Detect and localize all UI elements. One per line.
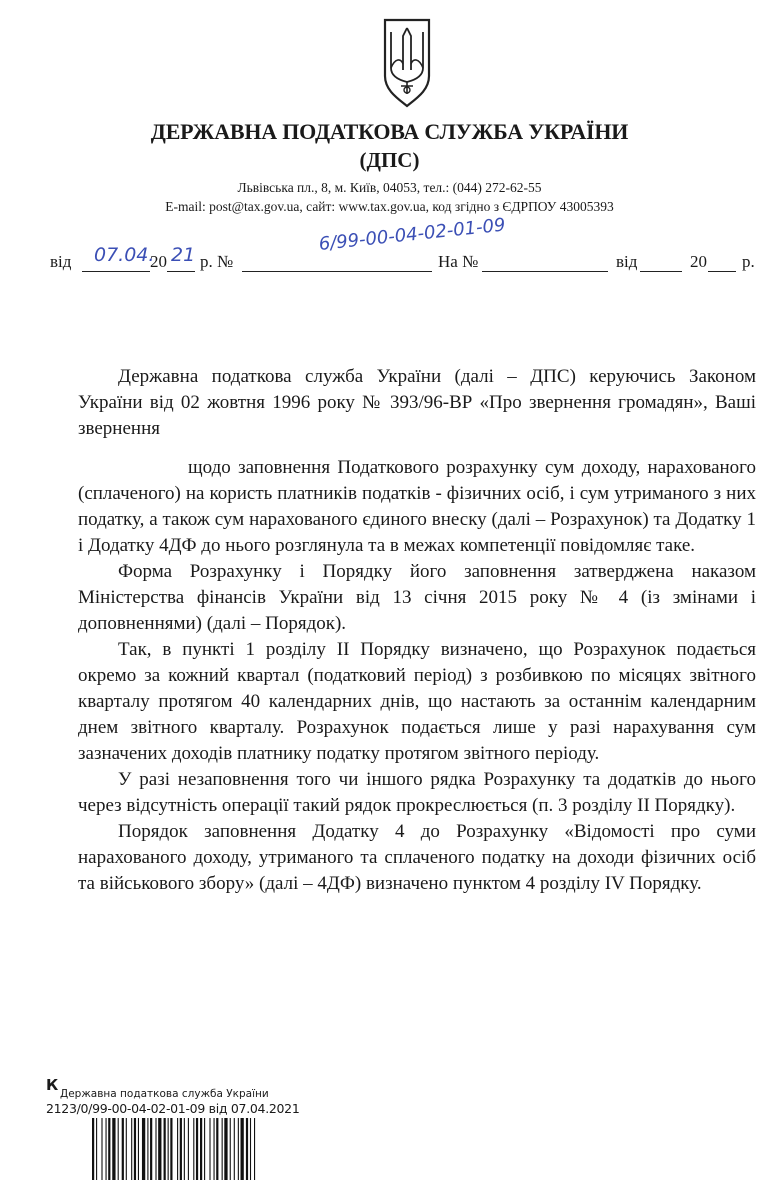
- year-number-label: р. №: [200, 252, 234, 271]
- paragraph-intro: Державна податкова служба України (далі – ДПС) керуючись Законом України від 02 жовтня 1996 року № 393/96-ВР «Про звернення громадян», Ваші звернення: [78, 366, 756, 439]
- org-address: Львівська пл., 8, м. Київ, 04053, тел.: (044) 272-62-55: [237, 180, 542, 195]
- stamp-org: Державна податкова служба України: [60, 1088, 269, 1100]
- handwritten-date: 07.04.: [94, 244, 155, 266]
- date-underline: [82, 270, 150, 272]
- ref-year-prefix: 20: [690, 252, 707, 271]
- org-name: ДЕРЖАВНА ПОДАТКОВА СЛУЖБА УКРАЇНИ: [150, 119, 629, 144]
- org-abbreviation: (ДПС): [359, 148, 420, 172]
- ref-number-underline: [482, 270, 608, 272]
- stamp-registration: 2123/0/99-00-04-02-01-09 від 07.04.2021: [46, 1101, 300, 1116]
- year-underline: [167, 270, 195, 272]
- org-contacts: E-mail: post@tax.gov.ua, сайт: www.tax.gov.ua, код згідно з ЄДРПОУ 43005393: [165, 199, 614, 214]
- paragraph-form: Форма Розрахунку і Порядку його заповнення затверджена наказом Міністерства фінансів України від 13 січня 2015 року № 4 (із змінами і доповненнями) (далі – Порядок).: [78, 561, 756, 634]
- from-label: від: [50, 252, 72, 271]
- year-prefix: 20: [150, 252, 167, 271]
- paragraph-subject: щодо заповнення Податкового розрахунку сум доходу, нарахованого (сплаченого) на користь платників податків - фізичних осіб, і сум утриманого з них податку, а також сум нарахованого єдиного внеску (далі – Розрахунок) та Додатку 1 і Додатку 4ДФ до нього розглянула та в межах компетенції повідомляє таке.: [78, 457, 756, 556]
- registration-stamp: [46, 1076, 316, 1194]
- number-underline: [242, 270, 432, 272]
- barcode-icon: [92, 1118, 306, 1180]
- handwritten-number: 6/99-00-04-02-01-09: [317, 214, 507, 255]
- trident-icon: [381, 14, 433, 108]
- ref-from-label: від: [616, 252, 638, 271]
- letter-body: [78, 364, 756, 897]
- ref-year-label: р.: [742, 252, 755, 271]
- registration-line: [50, 214, 760, 276]
- ref-label: На №: [438, 252, 479, 271]
- paragraph-empty-rows: У разі незаповнення того чи іншого рядка Розрахунку та додатків до нього через відсутність операції такий рядок прокреслюється (п. 3 розділу ІІ Порядку).: [78, 769, 756, 816]
- ref-date-underline: [640, 270, 682, 272]
- ref-year-underline: [708, 270, 736, 272]
- stamp-mark: К: [46, 1076, 59, 1094]
- paragraph-4df: Порядок заповнення Додатку 4 до Розрахунку «Відомості про суми нарахованого доходу, утриманого та сплаченого податку на доходи фізичних осіб та військового збору» (далі – 4ДФ) визначено пунктом 4 розділу IV Порядку.: [78, 821, 756, 894]
- handwritten-year: 21: [171, 244, 196, 266]
- paragraph-deadline: Так, в пункті 1 розділу ІІ Порядку визначено, що Розрахунок подається окремо за кожний квартал (податковий період) з розбивкою по місяцях звітного кварталу протягом 40 календарних днів, що настають за останнім календарним днем звітного кварталу. Розрахунок подається лише у разі нарахування сум зазначених доходів платнику податку протягом звітного періоду.: [78, 639, 756, 764]
